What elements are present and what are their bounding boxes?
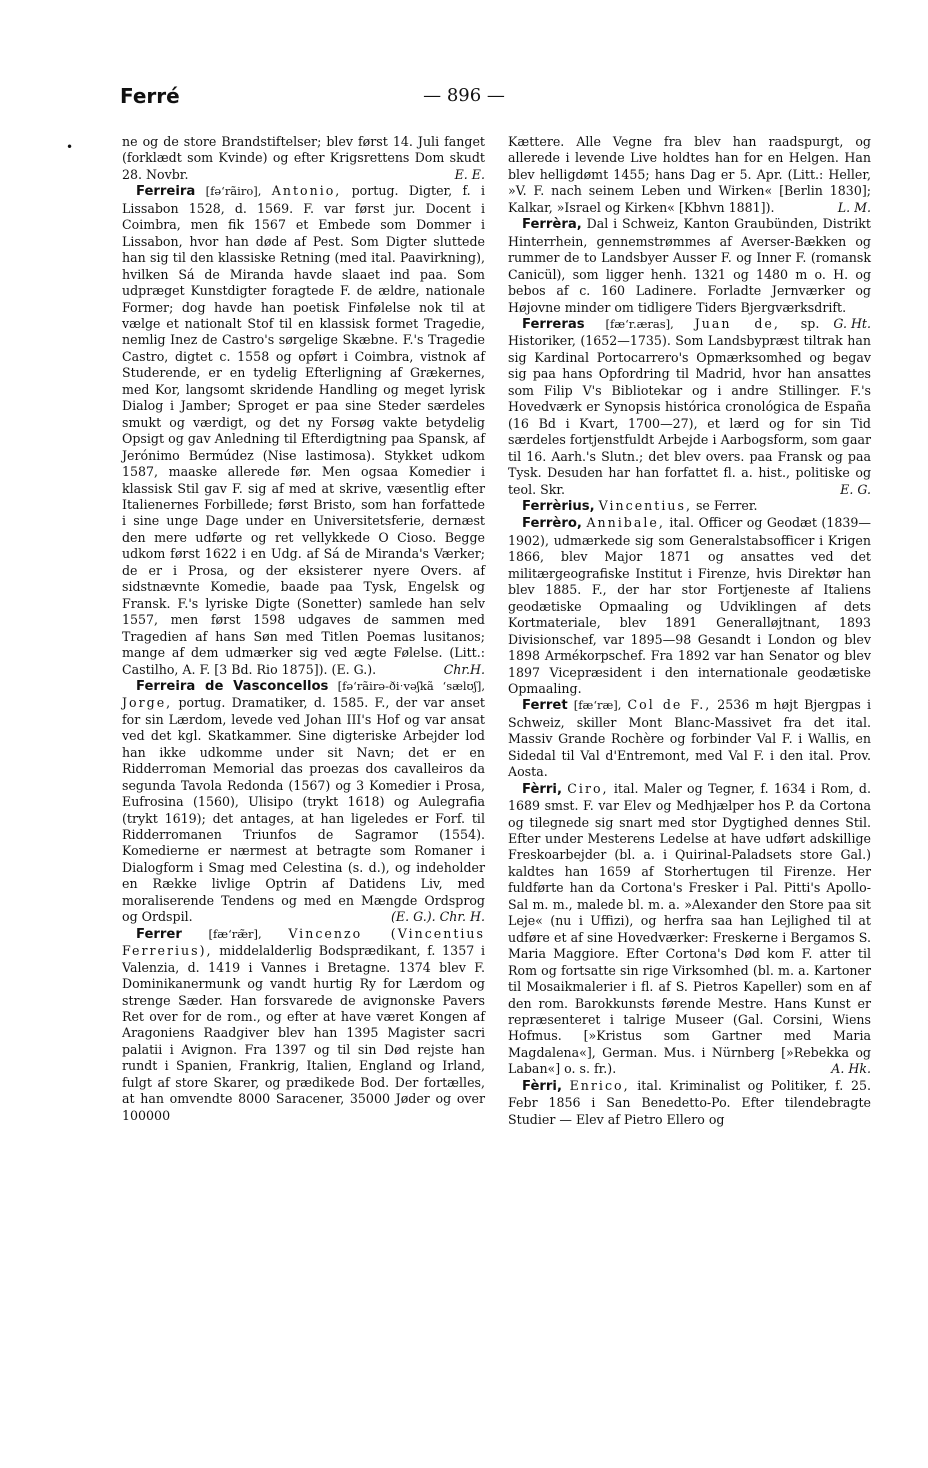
entry-signature: L. M. [837, 199, 871, 215]
entry-name: Vincenzo (Vincentius Ferrerius), [122, 925, 485, 959]
entry-name: Annibale, [586, 515, 665, 531]
entry [122, 926, 485, 1124]
margin-mark: • [66, 140, 74, 154]
entry-name: Enrico, [569, 1077, 630, 1093]
left-column [122, 134, 485, 1124]
entry-text: Kættere. Alle Vegne fra blev han raadspurgt, og allerede i levende Live holdtes han for en Helgen. Han blev helligdømt 1455; hans Dag er 5. Apr. (Litt.: Heller, »V. F. nach seinem Leben und Wirken« [Berlin 1830]; Kalkar, »Israel og Kirken« [Kbhvn 1881]). [508, 134, 871, 215]
entry-signature: A. Hk. [831, 1061, 871, 1077]
entry-text: 2536 m højt Bjergpas i Schweiz, skiller Mont Blanc-Massivet fra det ital. Massiv Grande Rochère og forbinder Val F. i Wallis, en Sidedal til Val d'Entremont, med Val F. i den ital. Prov. Aosta. [508, 697, 871, 780]
entry-pronunciation: [fæ‘ræ], [573, 698, 622, 713]
entry-headword: Ferreira de Vasconcellos [136, 678, 329, 694]
entry [122, 134, 485, 183]
entry-headword: Ferrèro, [522, 516, 582, 532]
entry-text: ital. Kriminalist og Politiker, f. 25. Febr 1856 i San Benedetto-Po. Efter tilendebragte Studier — Elev af Pietro Ellero og [508, 1077, 871, 1127]
entry-text: portug. Dramatiker, d. 1585. F., der var anset for sin Lærdom, levede ved Johan III's Hof og var ansat ved det kgl. Skatkammer. Sine digteriske Arbejder lod han ikke udkomme under sit Navn; det er en Ridderroman Memorial das proezas dos cavalleiros da segunda Tavola Redonda (1567) og 3 Komedier i Prosa, Eufrosina (1560), Ulisipo (trykt 1618) og Aulegrafia (trykt 1619); det antages, at han ligeledes er Forf. til Ridderromanen Triunfos de Sagramor (1554). Komedierne er nærmest at betragte som Romaner i Dialogform i Smag med Celestina (s. d.), og indeholder en Række livlige Optrin af Datidens Liv, med moraliserende Tendens og med en Mængde Ordsprog og Ordspil. [122, 695, 485, 925]
entry-name: Juan de, [694, 315, 780, 331]
entry [508, 781, 871, 1078]
entry-headword: Ferrèra, [522, 217, 582, 233]
entry [508, 498, 871, 515]
entry-headword: Ferret [522, 698, 568, 714]
entry-pronunciation: [fə‘rãirə-ðiˑvəʃkã ‘sælʊʃ], [337, 678, 485, 693]
entry-headword: Fèrri, [522, 781, 562, 797]
entry-headword: Ferrèrius, [522, 498, 595, 514]
entry-signature: E. E. [454, 166, 485, 182]
entry-text: ne og de store Brandstiftelser; blev først 14. Juli fanget (forklædt som Kvinde) og efter Krigsrettens Dom skudt 28. Novbr. [122, 134, 485, 182]
entry-headword: Ferreras [522, 316, 585, 332]
entry-name: Ciro, [567, 780, 609, 796]
entry-name: Vincentius, [598, 497, 692, 513]
entry [508, 697, 871, 780]
entry [122, 183, 485, 678]
entry-text: middelalderlig Bodsprædikant, f. 1357 i Valenzia, d. 1419 i Vannes i Bretagne. 1374 blev F. Dominikanermunk og vandt hurtig Ry for Lærdom og strenge Sæder. Han forsvarede de avignonske Pavers Ret over for de rom., og efter at have været Kongen af Aragoniens Raadgiver blev han 1395 Magister sacri palatii i Avignon. Fra 1397 og til sin Død rejste han rundt i Spanien, Frankrig, Italien, England og Irland, fulgt af store Skarer, og prædikede Bod. Der fortælles, at han omvendte 8000 Saracener, 35000 Jøder og over 100000 [122, 943, 485, 1123]
entry-headword: Ferreira [136, 184, 196, 200]
entry [508, 1078, 871, 1128]
entry-name: Jorge, [122, 695, 173, 711]
right-column [508, 134, 871, 1128]
entry [508, 316, 871, 498]
entry-name: Antonio, [271, 183, 342, 199]
entry [508, 134, 871, 216]
entry-signature: (E. G.). Chr. H. [390, 909, 485, 925]
entry-headword: Ferrer [136, 926, 182, 942]
entry-headword: Fèrri, [522, 1078, 562, 1094]
entry-name: Col de F., [627, 697, 712, 713]
entry-pronunciation: [fə‘rãiro], [205, 184, 262, 199]
entry-text: portug. Digter, f. i Lissabon 1528, d. 1569. F. var først jur. Docent i Coimbra, men fik 1567 et Embede som Dommer i Lissabon, hvor han døde af Pest. Som Digter sluttede han sig til den klassiske Retning (med ital. Paavirkning), hvilken Sá de Miranda havde slaaet ind paa. Som udpræget Kunstdigter foragtede F. de ældre, nationale Former; dog havde han poetisk Finfølelse nok til at vælge et nationalt Stof til en klassisk formet Tragedie, nemlig Inez de Castro's sørgelige Skæbne. F.'s Tragedie Castro, digtet c. 1558 og opført i Coimbra, vistnok af Studerende, er en tydelig Efterligning af Grækernes, med Kor, langsomt skridende Handling og meget lyrisk Dialog i Jamber; Sproget er paa sine Steder særdeles smukt og værdigt, og det ny Forsøg vakte betydelig Opsigt og gav Anledning til Efterdigtning paa Spansk, af Jerónimo Bermúdez (Nise lastimosa). Stykket udkom 1587, maaske allerede før. Men ogsaa Komedier i klassisk Stil gav F. sig af med at skrive, væsentlig efter Italienernes Forbillede; først Bristo, som han forfattede i sine unge Dage under en Universitetsferie, dernæst den mere udførte og ret vellykkede O Cioso. Begge udkom først 1622 i en Udg. af Sá de Miranda's Værker; de er i Prosa, og der eksisterer nyere Overs. af sidstnævnte Komedie, baade paa Tysk, Engelsk og Fransk. F.'s lyriske Digte (Sonetter) samlede han selv 1557, men først 1598 udgaves de sammen med Tragedien af hans Søn med Titlen Poemas lusitanos; mange af dem udmærker sig ved ægte Følelse. (Litt.: Castilho, A. F. [3 Bd. Rio 1875]). (E. G.). [122, 183, 486, 677]
entry-pronunciation: [fæ‘r.æras], [605, 316, 674, 331]
entry-text: se Ferrer. [695, 497, 758, 513]
entry-pronunciation: [fæ‘ræ̃r], [208, 926, 262, 941]
entry-text: ital. Maler og Tegner, f. 1634 i Rom, d. 1689 smst. F. var Elev og Medhjælper hos P. da Cortona og tilegnede sig snart med stor Dygtighed dennes Stil. Efter under Mesterens Ledelse at have udført adskillige Freskoarbejder (bl. a. i Quirinal-Paladsets store Gal.) kaldtes han 1659 af Storhertugen til Firenze. Her fuldførte han da Cortona's Fresker i Pal. Pitti's Apollo-Sal m. m., malede bl. m. a. »Alexander den Store paa sit Leje« (nu i Uffizi), og herfra saa han Lejlighed til at udføre et af sine Hovedværker: Freskerne i Bergamos S. Maria Maggiore. Efter Cortona's Død kom F. atter til Rom og fortsatte sin rige Virksomhed (bl. m. a. Kartoner til Mosaikmalerier i fl. af S. Pietros Kapeller) som en af den rom. Barokkunsts førende Mestre. Hans Kunst er repræsenteret i talrige Museer (Gal. Corsini, Wiens Hofmus. [»Kristus som Gartner med Maria Magdalena«], German. Mus. i Nürnberg [»Rebekka og Laban«] o. s. fr.). [508, 780, 871, 1077]
running-headword: Ferré [120, 84, 180, 108]
entry-signature: Chr.H. [443, 661, 485, 677]
entry [122, 678, 485, 926]
entry-signature: G. Ht. [833, 315, 871, 331]
entry-text: sp. Historiker, (1652—1735). Som Landsbypræst tiltrak han sig Kardinal Portocarrero's Opmærksomhed og begav sig paa hans Opfordring til Madrid, hvor han ansattes som Filip V's Bibliotekar og i andre Stillinger. F.'s Hovedværk er Synopsis histórica cronológica de España (16 Bd i Kvart, 1700—27), et lærd og for sin Tid særdeles fortjenstfuldt Arbejde i Aarbogsform, som gaar til 16. Aarh.'s Slutn.; det blev overs. paa Fransk og paa Tysk. Desuden har han forfattet fl. a. hist., politiske og teol. Skr. [508, 315, 871, 497]
entry-text: Dal i Schweiz, Kanton Graubünden, Distrikt Hinterrhein, gennemstrømmes af Averser-Bækken og rummer de to Landsbyer Ausser F. og Inner F. (romansk Canicül), som ligger henh. 1321 og 1480 m o. H. og bebos af c. 160 Ladinere. Forladte Jernværker og Højovne minder om tidligere Tiders Bjergværksdrift. [508, 216, 871, 315]
entry-text: ital. Officer og Geodæt (1839—1902), udmærkede sig som Generalstabsofficer i Krigen 1866, blev Major 1871 og ansattes ved det militærgeografiske Institut i Firenze, hvis Direktør han blev 1885. F., der har stor Fortjeneste af Italiens geodætiske Opmaaling og Udviklingen af dets Kortmateriale, blev 1891 Generalløjtnant, 1893 Divisionschef, var 1895—98 Gesandt i London og blev 1898 Armékorpschef. Fra 1892 var han Senator og blev 1897 Vicepræsident i den internationale geodætiske Opmaaling. [508, 515, 871, 696]
entry [508, 515, 871, 697]
entry-signature: E. G. [840, 481, 871, 497]
page-number: — 896 — [423, 85, 505, 106]
